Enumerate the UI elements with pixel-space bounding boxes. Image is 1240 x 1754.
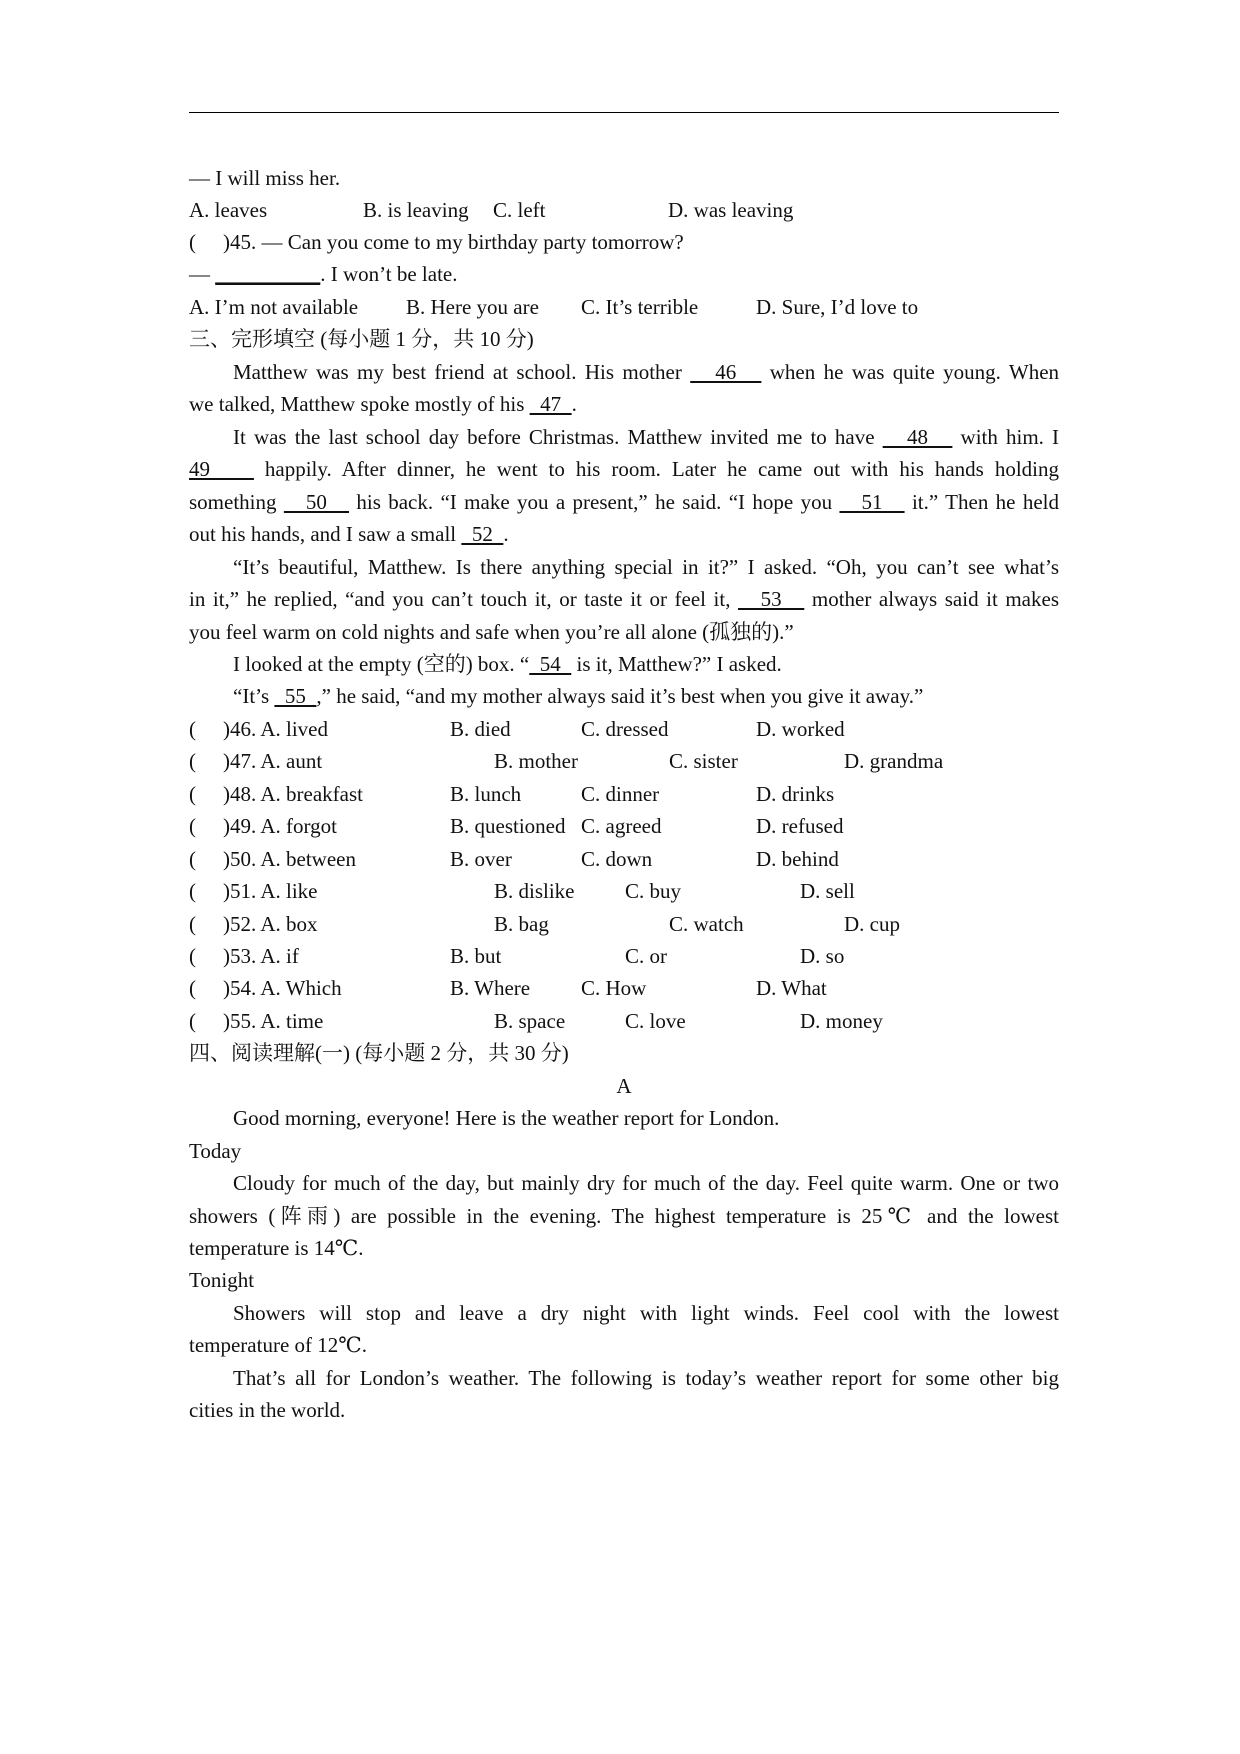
text-run: we talked, Matthew spoke mostly of his [189,392,530,416]
question-row [189,745,1059,777]
cloze-p1-line2 [189,388,1059,420]
text-run: ,” he said, “and my mother always said it’s best when you give it away.” [316,684,924,708]
answer-paren: ( [189,717,196,741]
q45-blank: __________ [215,262,321,286]
option-a: )51. A. like [223,879,318,903]
cloze-p4 [189,648,1059,680]
cloze-p2-line1 [189,421,1059,453]
cloze-p3-line2 [189,583,1059,615]
cloze-p2-line2 [189,453,1059,485]
q45-option-b: B. Here you are [406,295,539,319]
text-run: Matthew was my best friend at school. His mother [233,360,691,384]
blank-54: 54 [529,652,572,676]
today-line3: temperature is 14℃. [189,1236,364,1260]
outro-line1: That’s all for London’s weather. The following is today’s weather report for some other big [233,1366,1059,1390]
question-row [189,1005,1059,1037]
text-run: when he was quite young. When [761,360,1060,384]
question-row [189,778,1059,810]
section3-heading: 三、完形填空 (每小题 1 分，共 10 分) [189,327,534,351]
answer-paren: ( [189,814,196,838]
question-row [189,713,1059,745]
cloze-p2-line4 [189,518,1059,550]
question-row [189,940,1059,972]
question-row [189,908,1059,940]
text-run: I looked at the empty (空的) box. “ [233,652,530,676]
option-b: B. Where [450,976,531,1000]
option-d: D. money [800,1009,883,1033]
answer-paren: ( [189,749,196,773]
q45-options [189,291,1059,323]
answer-paren: ( [189,847,196,871]
q45-reply-prefix: — [189,262,216,286]
text-run: something [189,490,284,514]
question-row [189,875,1059,907]
text-run: . [571,392,577,416]
answer-paren: ( [189,944,196,968]
tonight-label: Tonight [189,1268,255,1292]
passage-label: A [616,1074,632,1098]
option-c: C. sister [669,749,738,773]
blank-55: 55 [274,684,317,708]
option-a: )50. A. between [223,847,356,871]
option-d: D. so [800,944,845,968]
option-d: D. cup [844,912,900,936]
option-d: D. worked [756,717,845,741]
q44-option-a: A. leaves [189,198,268,222]
option-c: C. buy [625,879,682,903]
cloze-p1-line1 [189,356,1059,388]
weather-intro: Good morning, everyone! Here is the weather report for London. [233,1106,780,1130]
today-line2: showers (阵雨) are possible in the evening. The highest temperature is 25℃ and the lowest [189,1204,1059,1228]
text-run: out his hands, and I saw a small [189,522,462,546]
blank-51: 51 [839,490,905,514]
q45-reply [189,258,1059,290]
text-run: in it,” he replied, “and you can’t touch it, or taste it or feel it, [189,587,739,611]
q45-reply-suffix: . I won’t be late. [320,262,458,286]
option-a: )52. A. box [223,912,318,936]
option-b: B. questioned [450,814,566,838]
option-c: C. dinner [581,782,660,806]
text-run: It was the last school day before Christmas. Matthew invited me to have [233,425,883,449]
q45-text: )45. — Can you come to my birthday party tomorrow? [223,230,684,254]
text-run: with him. I [952,425,1060,449]
text-run: . [503,522,509,546]
q45-option-a: A. I’m not available [189,295,359,319]
option-b: B. mother [494,749,578,773]
option-a: )54. A. Which [223,976,342,1000]
q45-question [189,226,1059,258]
blank-49: 49 [189,457,254,481]
header-rule [189,112,1059,113]
option-a: )48. A. breakfast [223,782,363,806]
text-run: happily. After dinner, he went to his room. Later he came out with his hands holding [253,457,1059,481]
cloze-p5 [189,680,1059,712]
option-b: B. died [450,717,511,741]
option-a: )53. A. if [223,944,299,968]
option-a: )55. A. time [223,1009,324,1033]
option-c: C. dressed [581,717,669,741]
option-b: B. lunch [450,782,522,806]
blank-48: 48 [882,425,953,449]
cloze-p3-line1: “It’s beautiful, Matthew. Is there anything special in it?” I asked. “Oh, you can’t see what’s [233,555,1059,579]
blank-50: 50 [283,490,350,514]
blank-52: 52 [461,522,504,546]
answer-paren: ( [189,782,196,806]
q45-option-d: D. Sure, I’d love to [756,295,919,319]
q44-option-c: C. left [493,198,546,222]
outro-line2: cities in the world. [189,1398,346,1422]
today-line1: Cloudy for much of the day, but mainly dry for much of the day. Feel quite warm. One or two [233,1171,1059,1195]
answer-paren: ( [189,230,196,254]
cloze-p2-line3 [189,486,1059,518]
option-c: C. down [581,847,653,871]
section4-heading: 四、阅读理解(一) (每小题 2 分，共 30 分) [189,1041,569,1065]
option-d: D. sell [800,879,855,903]
option-b: B. space [494,1009,566,1033]
answer-paren: ( [189,879,196,903]
text-run: his back. “I make you a present,” he said. “I hope you [349,490,840,514]
option-d: D. behind [756,847,839,871]
option-a: )49. A. forgot [223,814,337,838]
q44-option-b: B. is leaving [363,198,469,222]
option-b: B. but [450,944,502,968]
option-c: C. or [625,944,667,968]
q44-reply: — I will miss her. [189,166,341,190]
text-run: it.” Then he held [904,490,1060,514]
blank-46: 46 [690,360,762,384]
option-d: D. refused [756,814,844,838]
q45-option-c: C. It’s terrible [581,295,699,319]
option-d: D. drinks [756,782,835,806]
tonight-line1: Showers will stop and leave a dry night with light winds. Feel cool with the lowest [233,1301,1059,1325]
option-c: C. agreed [581,814,662,838]
answer-paren: ( [189,976,196,1000]
cloze-p3-line3: you feel warm on cold nights and safe when you’re all alone (孤独的).” [189,620,794,644]
option-c: C. love [625,1009,686,1033]
option-d: D. What [756,976,827,1000]
question-row [189,972,1059,1004]
question-row [189,810,1059,842]
text-run: “It’s [233,684,275,708]
q44-options [189,194,1059,226]
option-b: B. bag [494,912,549,936]
q44-option-d: D. was leaving [668,198,794,222]
option-a: )46. A. lived [223,717,328,741]
option-d: D. grandma [844,749,944,773]
blank-53: 53 [738,587,805,611]
answer-paren: ( [189,1009,196,1033]
option-b: B. over [450,847,512,871]
text-run: is it, Matthew?” I asked. [571,652,782,676]
option-c: C. How [581,976,647,1000]
option-b: B. dislike [494,879,575,903]
answer-paren: ( [189,912,196,936]
text-run: mother always said it makes [804,587,1059,611]
blank-47: 47 [529,392,572,416]
tonight-line2: temperature of 12℃. [189,1333,368,1357]
question-row [189,843,1059,875]
today-label: Today [189,1139,242,1163]
option-c: C. watch [669,912,744,936]
option-a: )47. A. aunt [223,749,323,773]
